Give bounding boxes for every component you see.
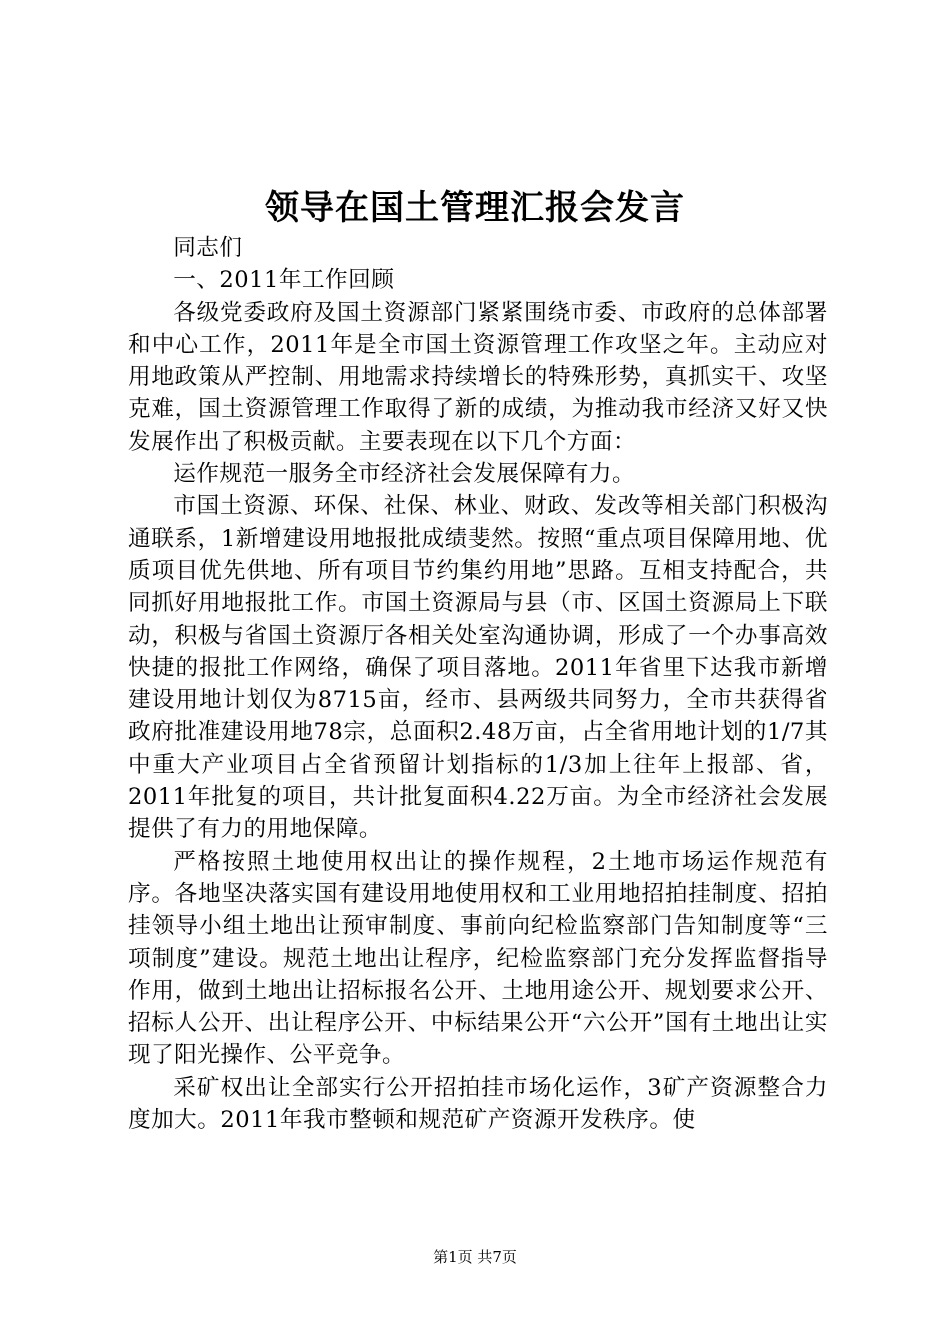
- paragraph-land-approval: 市国土资源、环保、社保、林业、财政、发改等相关部门积极沟通联系，1新增建设用地报批成绩斐然。按照“重点项目保障用地、优质项目优先供地、所有项目节约集约用地”思路。互相支持配合，共同抓好用地报批工作。市国土资源局与县（市、区国土资源局上下联动，积极与省国土资源厅各相关处室沟通协调，形成了一个办事高效快捷的报批工作网络，确保了项目落地。2011年省里下达我市新增建设用地计划仅为8715亩，经市、县两级共同努力，全市共获得省政府批准建设用地78宗，总面积2.48万亩，占全省用地计划的1/7其中重大产业项目占全省预留计划指标的1/3加上往年上报部、省，2011年批复的项目，共计批复面积4.22万亩。为全市经济社会发展提供了有力的用地保障。: [128, 493, 828, 843]
- document-title: 领导在国土管理汇报会发言: [265, 188, 685, 228]
- page-footer: 第1页 共7页: [433, 1248, 517, 1266]
- paragraph-section-heading: 一、2011年工作回顾: [173, 267, 395, 294]
- paragraph-mineral-resources: 采矿权出让全部实行公开招拍挂市场化运作，3矿产资源整合力度加大。2011年我市整顿和规范矿产资源开发秩序。使: [128, 1074, 828, 1134]
- paragraph-summary-line: 运作规范一服务全市经济社会发展保障有力。: [173, 461, 636, 488]
- paragraph-salutation: 同志们: [173, 235, 243, 261]
- paragraph-land-market: 严格按照土地使用权出让的操作规程，2土地市场运作规范有序。各地坚决落实国有建设用地使用权和工业用地招拍挂制度、招拍挂领导小组土地出让预审制度、事前向纪检监察部门告知制度等“三项制度”建设。规范土地出让程序，纪检监察部门充分发挥监督指导作用，做到土地出让招标报名公开、土地用途公开、规划要求公开、招标人公开、出让程序公开、中标结果公开“六公开”国有土地出让实现了阳光操作、公平竞争。: [128, 848, 828, 1069]
- paragraph-intro: 各级党委政府及国土资源部门紧紧围绕市委、市政府的总体部署和中心工作，2011年是全市国土资源管理工作攻坚之年。主动应对用地政策从严控制、用地需求持续增长的特殊形势，真抓实干、攻坚克难，国土资源管理工作取得了新的成绩，为推动我市经济又好又快发展作出了积极贡献。主要表现在以下几个方面：: [128, 299, 828, 455]
- document-body: [128, 232, 828, 1136]
